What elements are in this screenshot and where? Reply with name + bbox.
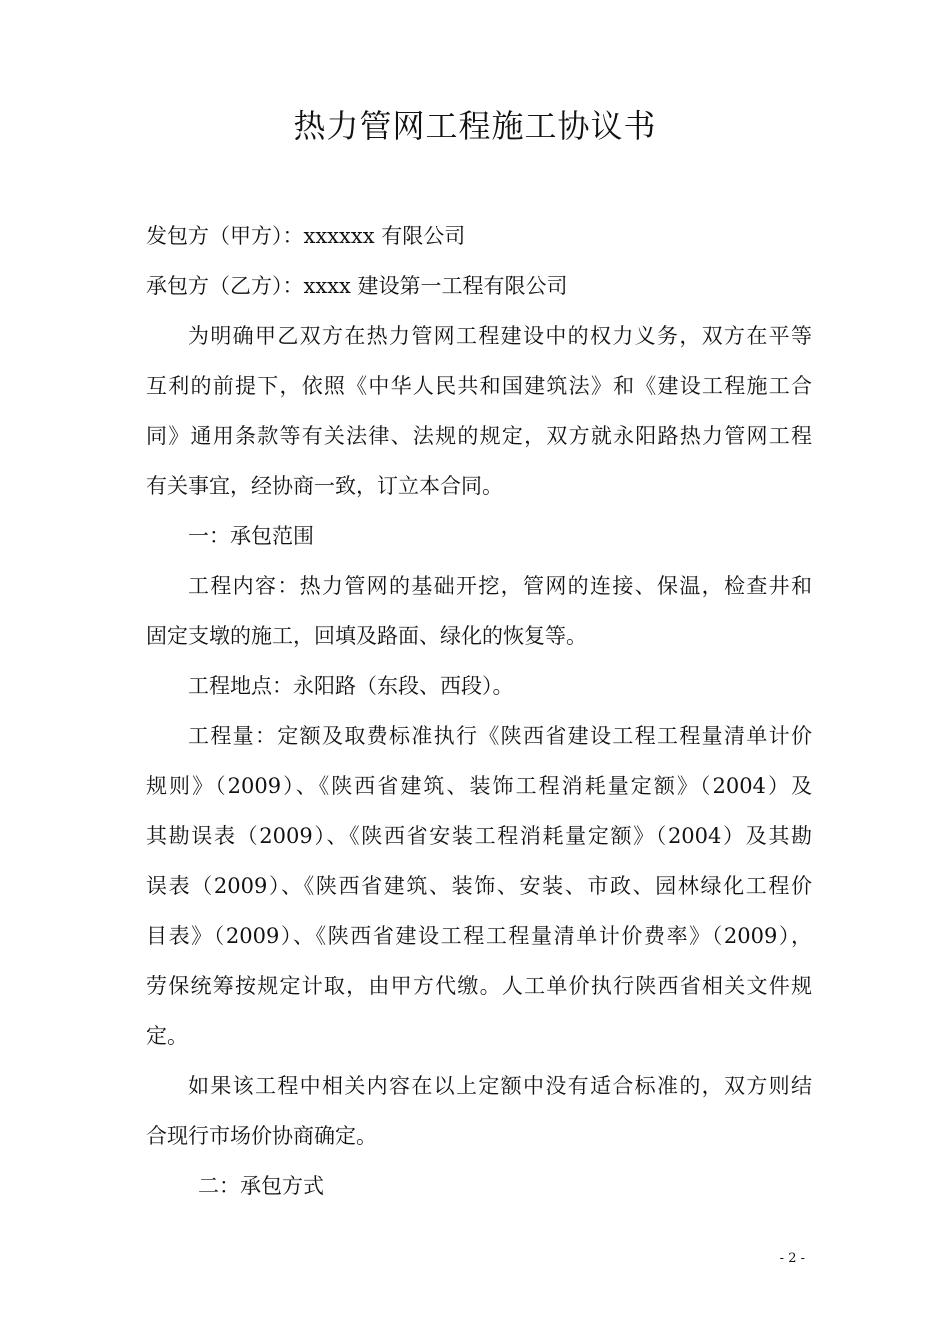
scope-quantity-line: 目表》（2009）、《陕西省建设工程工程量清单计价费率》（2009）， xyxy=(146,924,812,948)
preamble-line: 同》通用条款等有关法律、法规的规定，双方就永阳路热力管网工程 xyxy=(146,424,812,448)
scope-quantity-line: 劳保统筹按规定计取，由甲方代缴。人工单价执行陕西省相关文件规 xyxy=(146,974,812,998)
page-number: - 2 - xyxy=(779,1251,805,1266)
scope-quantity-line: 规则》（2009）、《陕西省建筑、装饰工程消耗量定额》（2004）及 xyxy=(146,774,812,798)
preamble-line: 互利的前提下，依照《中华人民共和国建筑法》和《建设工程施工合 xyxy=(146,374,812,398)
scope-quantity-line: 其勘误表（2009）、《陕西省安装工程消耗量定额》（2004）及其勘 xyxy=(146,824,812,848)
preamble-line: 为明确甲乙双方在热力管网工程建设中的权力义务，双方在平等 xyxy=(188,324,812,348)
party-b-line: 承包方（乙方）：xxxx 建设第一工程有限公司 xyxy=(146,274,568,298)
scope-quantity-line: 工程量：定额及取费标准执行《陕西省建设工程工程量清单计价 xyxy=(188,724,812,748)
section-heading-contract-method: 二：承包方式 xyxy=(198,1174,324,1198)
party-a-line: 发包方（甲方）：xxxxxx 有限公司 xyxy=(146,224,466,248)
document-body xyxy=(146,211,812,1211)
section-heading-scope: 一：承包范围 xyxy=(188,524,314,548)
preamble-line: 有关事宜，经协商一致，订立本合同。 xyxy=(146,474,503,498)
scope-quantity-line: 定。 xyxy=(146,1024,188,1048)
scope-quantity-line: 误表（2009）、《陕西省建筑、装饰、安装、市政、园林绿化工程价 xyxy=(146,874,812,898)
scope-content-line: 工程内容：热力管网的基础开挖，管网的连接、保温，检查井和 xyxy=(188,574,812,598)
scope-location-line: 工程地点：永阳路（东段、西段）。 xyxy=(188,674,514,698)
scope-content-line: 固定支墩的施工，回填及路面、绿化的恢复等。 xyxy=(146,624,587,648)
pricing-note-line: 如果该工程中相关内容在以上定额中没有适合标准的，双方则结 xyxy=(188,1074,812,1098)
pricing-note-line: 合现行市场价协商确定。 xyxy=(146,1124,377,1148)
document-title: 热力管网工程施工协议书 xyxy=(293,107,657,145)
